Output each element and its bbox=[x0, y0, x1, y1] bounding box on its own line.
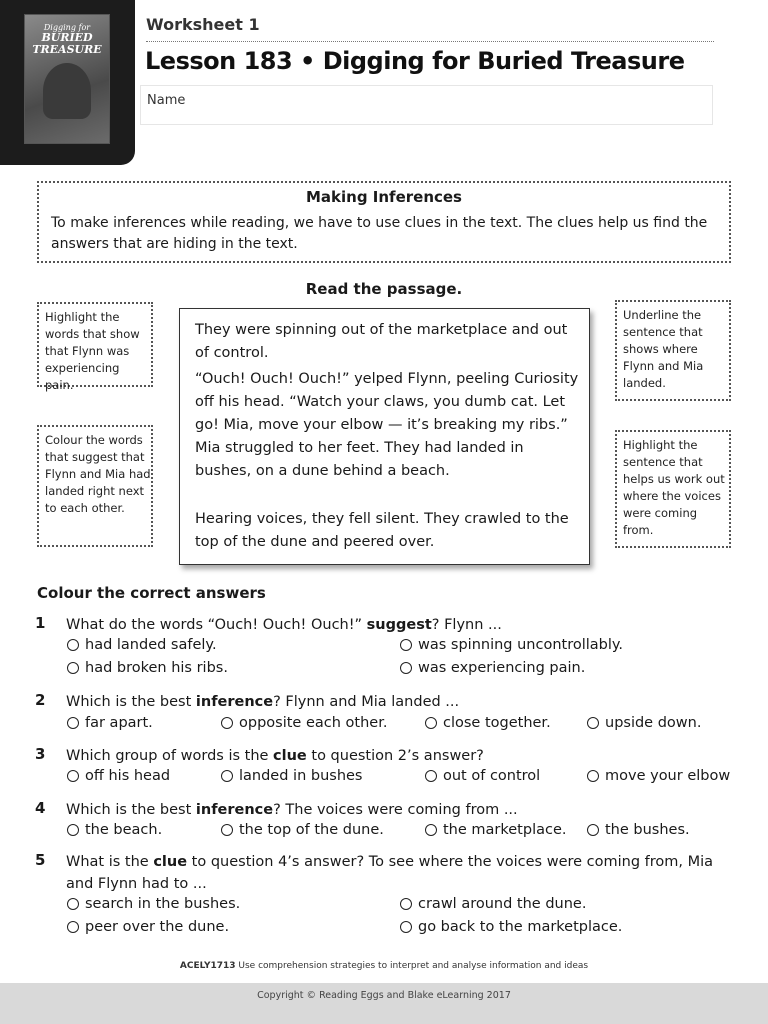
answer-option[interactable]: peer over the dune. bbox=[67, 919, 229, 935]
question-number: 4 bbox=[35, 799, 46, 817]
passage-paragraph: Hearing voices, they fell silent. They crawled to the top of the dune and peered over. bbox=[195, 511, 569, 550]
answer-option[interactable]: far apart. bbox=[67, 715, 153, 731]
passage-box bbox=[179, 308, 590, 565]
radio-circle-icon[interactable] bbox=[400, 921, 412, 933]
making-inferences-text: To make inferences while reading, we have to use clues in the text. The clues help us find the answers that are hiding in the text. bbox=[51, 215, 708, 252]
note-underline-landed: Underline the sentence that shows where Flynn and Mia landed. bbox=[615, 300, 731, 401]
note-colour-next-to: Colour the words that suggest that Flynn and Mia had landed right next to each other. bbox=[37, 425, 153, 547]
radio-circle-icon[interactable] bbox=[425, 717, 437, 729]
answer-option[interactable]: move your elbow bbox=[587, 768, 730, 784]
passage-paragraph: They were spinning out of the marketplace and out of control. bbox=[195, 322, 568, 361]
radio-circle-icon[interactable] bbox=[587, 717, 599, 729]
answer-option[interactable]: had landed safely. bbox=[67, 637, 217, 653]
answer-option[interactable]: the bushes. bbox=[587, 822, 690, 838]
radio-circle-icon[interactable] bbox=[67, 770, 79, 782]
note-highlight-voices: Highlight the sentence that helps us work out where the voices were coming from. bbox=[615, 430, 731, 548]
copyright-text: Copyright © Reading Eggs and Blake eLearning 2017 bbox=[257, 990, 511, 1001]
question-number: 2 bbox=[35, 691, 46, 709]
radio-circle-icon[interactable] bbox=[67, 662, 79, 674]
radio-circle-icon[interactable] bbox=[400, 639, 412, 651]
answer-option[interactable]: search in the bushes. bbox=[67, 896, 240, 912]
radio-circle-icon[interactable] bbox=[221, 824, 233, 836]
question-number: 3 bbox=[35, 745, 46, 763]
making-inferences-heading: Making Inferences bbox=[305, 188, 462, 206]
worksheet-label: Worksheet 1 bbox=[146, 15, 260, 34]
radio-circle-icon[interactable] bbox=[587, 770, 599, 782]
radio-circle-icon[interactable] bbox=[587, 824, 599, 836]
book-cover-panel bbox=[0, 0, 135, 165]
question-text: What do the words “Ouch! Ouch! Ouch!” suggest? Flynn ... bbox=[66, 617, 502, 633]
curriculum-reference: ACELY1713 Use comprehension strategies to interpret and analyse information and ideas bbox=[179, 961, 589, 971]
radio-circle-icon[interactable] bbox=[221, 717, 233, 729]
radio-circle-icon[interactable] bbox=[425, 824, 437, 836]
answer-option[interactable]: was experiencing pain. bbox=[400, 660, 585, 676]
book-cover-image bbox=[24, 14, 110, 144]
answers-heading: Colour the correct answers bbox=[37, 584, 266, 602]
name-label: Name bbox=[147, 93, 186, 108]
radio-circle-icon[interactable] bbox=[221, 770, 233, 782]
header-divider bbox=[146, 41, 714, 42]
answer-option[interactable]: out of control bbox=[425, 768, 540, 784]
answer-option[interactable]: the beach. bbox=[67, 822, 162, 838]
book-cover-title: Digging for BURIED TREASURE bbox=[32, 23, 102, 56]
radio-circle-icon[interactable] bbox=[425, 770, 437, 782]
answer-option[interactable]: go back to the marketplace. bbox=[400, 919, 622, 935]
book-cover-illustration bbox=[43, 63, 91, 119]
question-text: Which is the best inference? The voices were coming from ... bbox=[66, 802, 518, 818]
answer-option[interactable]: upside down. bbox=[587, 715, 701, 731]
radio-circle-icon[interactable] bbox=[400, 898, 412, 910]
name-field[interactable] bbox=[140, 85, 713, 125]
answer-option[interactable]: had broken his ribs. bbox=[67, 660, 228, 676]
footer-band bbox=[0, 983, 768, 1024]
question-number: 5 bbox=[35, 851, 46, 869]
radio-circle-icon[interactable] bbox=[67, 898, 79, 910]
question-text: Which group of words is the clue to question 2’s answer? bbox=[66, 748, 484, 764]
answer-option[interactable]: landed in bushes bbox=[221, 768, 362, 784]
answer-option[interactable]: the marketplace. bbox=[425, 822, 566, 838]
question-text: Which is the best inference? Flynn and Mia landed ... bbox=[66, 694, 460, 710]
answer-option[interactable]: crawl around the dune. bbox=[400, 896, 586, 912]
radio-circle-icon[interactable] bbox=[67, 824, 79, 836]
radio-circle-icon[interactable] bbox=[400, 662, 412, 674]
answer-option[interactable]: opposite each other. bbox=[221, 715, 387, 731]
read-passage-heading: Read the passage. bbox=[305, 280, 463, 298]
radio-circle-icon[interactable] bbox=[67, 639, 79, 651]
answer-option[interactable]: close together. bbox=[425, 715, 551, 731]
question-number: 1 bbox=[35, 614, 46, 632]
lesson-title: Lesson 183 • Digging for Buried Treasure bbox=[145, 47, 685, 75]
answer-option[interactable]: was spinning uncontrollably. bbox=[400, 637, 623, 653]
passage-paragraph: “Ouch! Ouch! Ouch!” yelped Flynn, peeling Curiosity off his head. “Watch your claws, you dumb cat. Let go! Mia, move your elbow — it’s breaking my ribs.” Mia struggled to her feet. They had landed in bushes, on a dune behind a beach. bbox=[195, 371, 579, 479]
note-highlight-pain: Highlight the words that show that Flynn was experiencing pain. bbox=[37, 302, 153, 387]
radio-circle-icon[interactable] bbox=[67, 921, 79, 933]
question-text: What is the clue to question 4’s answer? To see where the voices were coming from, Mia and Flynn had to ... bbox=[66, 854, 714, 892]
answer-option[interactable]: the top of the dune. bbox=[221, 822, 384, 838]
making-inferences-box bbox=[37, 181, 731, 263]
radio-circle-icon[interactable] bbox=[67, 717, 79, 729]
answer-option[interactable]: off his head bbox=[67, 768, 170, 784]
